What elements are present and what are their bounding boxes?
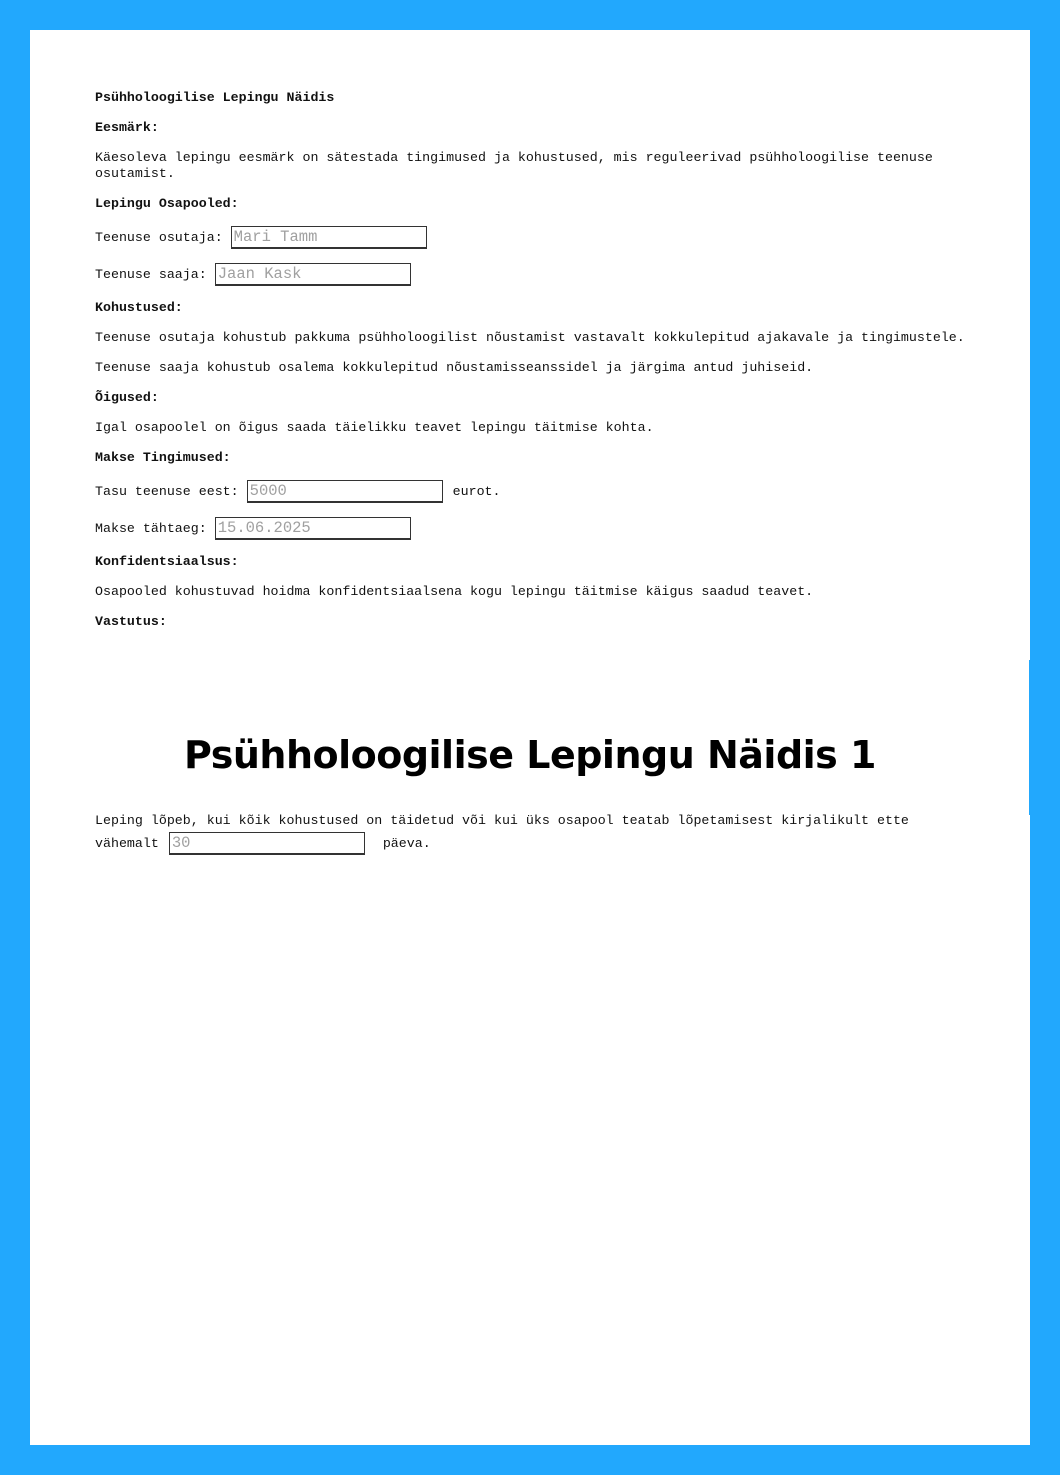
client-input[interactable]: Jaan Kask bbox=[215, 263, 411, 286]
termination-paragraph bbox=[95, 810, 965, 855]
obligation-client-text: Teenuse saaja kohustub osalema kokkulepitud nõustamisseanssidel ja järgima antud juhiseid. bbox=[95, 360, 814, 375]
banner-title: Psühholoogilise Lepingu Näidis 1 bbox=[184, 733, 876, 777]
fee-label: Tasu teenuse eest: bbox=[95, 483, 239, 499]
title-banner bbox=[30, 695, 1030, 815]
purpose-heading: Eesmärk: bbox=[95, 120, 159, 135]
confidentiality-heading: Konfidentsiaalsus: bbox=[95, 554, 239, 569]
provider-label: Teenuse osutaja: bbox=[95, 229, 223, 245]
obligation-provider-text: Teenuse osutaja kohustub pakkuma psühholoogilist nõustamist vastavalt kokkulepitud ajakavale ja tingimustele. bbox=[95, 330, 965, 345]
due-label: Makse tähtaeg: bbox=[95, 520, 207, 536]
due-row bbox=[95, 517, 965, 540]
provider-row bbox=[95, 226, 965, 249]
provider-input[interactable]: Mari Tamm bbox=[231, 226, 427, 249]
due-date-input[interactable]: 15.06.2025 bbox=[215, 517, 411, 540]
rights-text: Igal osapoolel on õigus saada täielikku teavet lepingu täitmise kohta. bbox=[95, 420, 654, 435]
purpose-text: Käesoleva lepingu eesmärk on sätestada tingimused ja kohustused, mis reguleerivad psühholoogilise teenuse osutamist. bbox=[95, 150, 933, 181]
notice-days-input[interactable]: 30 bbox=[169, 832, 365, 855]
liability-heading: Vastutus: bbox=[95, 614, 167, 629]
document-title: Psühholoogilise Lepingu Näidis bbox=[95, 90, 335, 105]
rights-heading: Õigused: bbox=[95, 390, 159, 405]
termination-suffix: päeva. bbox=[382, 836, 431, 852]
fee-suffix: eurot. bbox=[452, 483, 501, 499]
document-body bbox=[95, 90, 965, 644]
client-label: Teenuse saaja: bbox=[95, 266, 207, 282]
confidentiality-text: Osapooled kohustuvad hoidma konfidentsiaalsena kogu lepingu täitmise käigus saadud teavet. bbox=[95, 584, 814, 599]
termination-text: Leping lõpeb, kui kõik kohustused on täidetud või kui üks osapool teatab lõpetamisest kirjalikult ette vähemalt bbox=[95, 813, 909, 852]
obligations-heading: Kohustused: bbox=[95, 300, 183, 315]
document-page bbox=[30, 30, 1030, 1445]
client-row bbox=[95, 263, 965, 286]
parties-heading: Lepingu Osapooled: bbox=[95, 196, 239, 211]
fee-input[interactable]: 5000 bbox=[247, 480, 443, 503]
fee-row bbox=[95, 480, 965, 503]
payment-heading: Makse Tingimused: bbox=[95, 450, 231, 465]
